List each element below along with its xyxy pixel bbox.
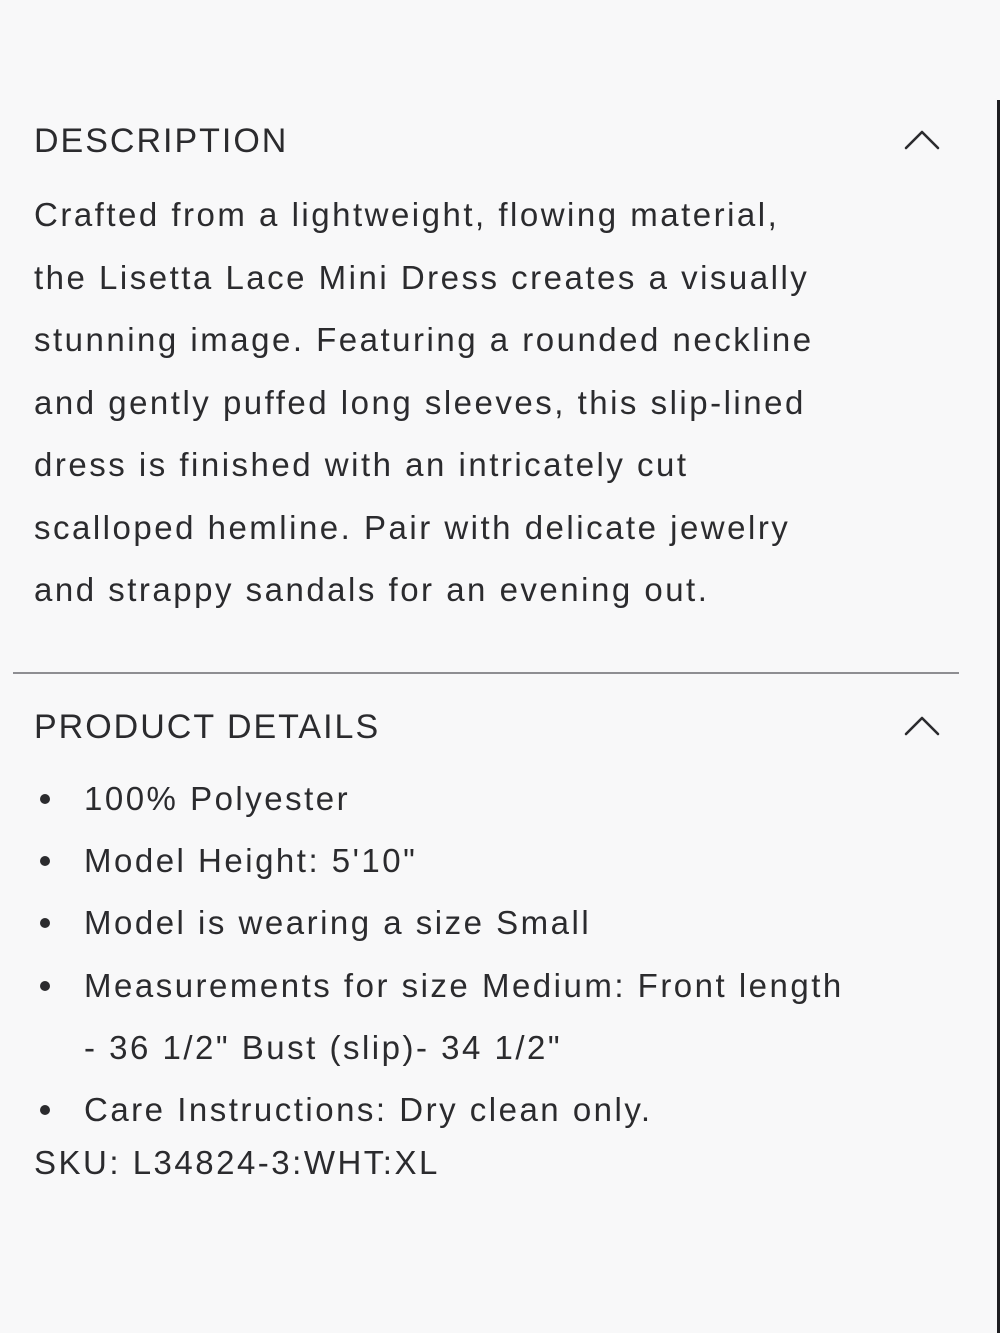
bullet-icon xyxy=(40,794,50,804)
description-line: Crafted from a lightweight, flowing material, xyxy=(34,196,780,233)
description-line: and gently puffed long sleeves, this slip-lined xyxy=(34,383,806,421)
description-line: scalloped hemline. Pair with delicate jewelry xyxy=(34,508,791,546)
description-text xyxy=(34,184,934,622)
bullet-icon xyxy=(40,856,50,866)
list-item xyxy=(34,1079,954,1141)
list-item-text: - 36 1/2" Bust (slip)- 34 1/2" xyxy=(84,1028,563,1066)
bullet-icon xyxy=(40,981,50,991)
list-item xyxy=(34,892,954,954)
description-section xyxy=(34,116,954,636)
list-item-text: 100% Polyester xyxy=(84,780,351,817)
product-details-section xyxy=(34,702,954,1222)
description-line: the Lisetta Lace Mini Dress creates a visually xyxy=(34,258,810,296)
sku-text: SKU: L34824-3:WHT:XL xyxy=(34,1144,440,1181)
list-item xyxy=(34,955,954,1079)
list-item xyxy=(34,768,954,830)
list-item-text: Model is wearing a size Small xyxy=(84,904,592,942)
description-line: stunning image. Featuring a rounded neckline xyxy=(34,321,814,358)
description-line: dress is finished with an intricately cut xyxy=(34,446,689,483)
bullet-icon xyxy=(40,918,50,928)
section-divider xyxy=(13,672,959,674)
list-item-text: Measurements for size Medium: Front length xyxy=(84,966,844,1004)
product-details-header[interactable] xyxy=(34,702,954,752)
list-item xyxy=(34,830,954,892)
list-item-text: Care Instructions: Dry clean only. xyxy=(84,1091,653,1129)
list-item-text: Model Height: 5'10" xyxy=(84,842,418,880)
description-header[interactable] xyxy=(34,116,954,166)
product-details-title: PRODUCT DETAILS xyxy=(34,708,381,746)
description-title: DESCRIPTION xyxy=(34,122,289,160)
product-details-list xyxy=(34,768,954,1141)
description-line: and strappy sandals for an evening out. xyxy=(34,571,710,608)
chevron-up-icon[interactable] xyxy=(904,712,940,738)
chevron-up-icon[interactable] xyxy=(904,126,940,152)
bullet-icon xyxy=(40,1105,50,1115)
